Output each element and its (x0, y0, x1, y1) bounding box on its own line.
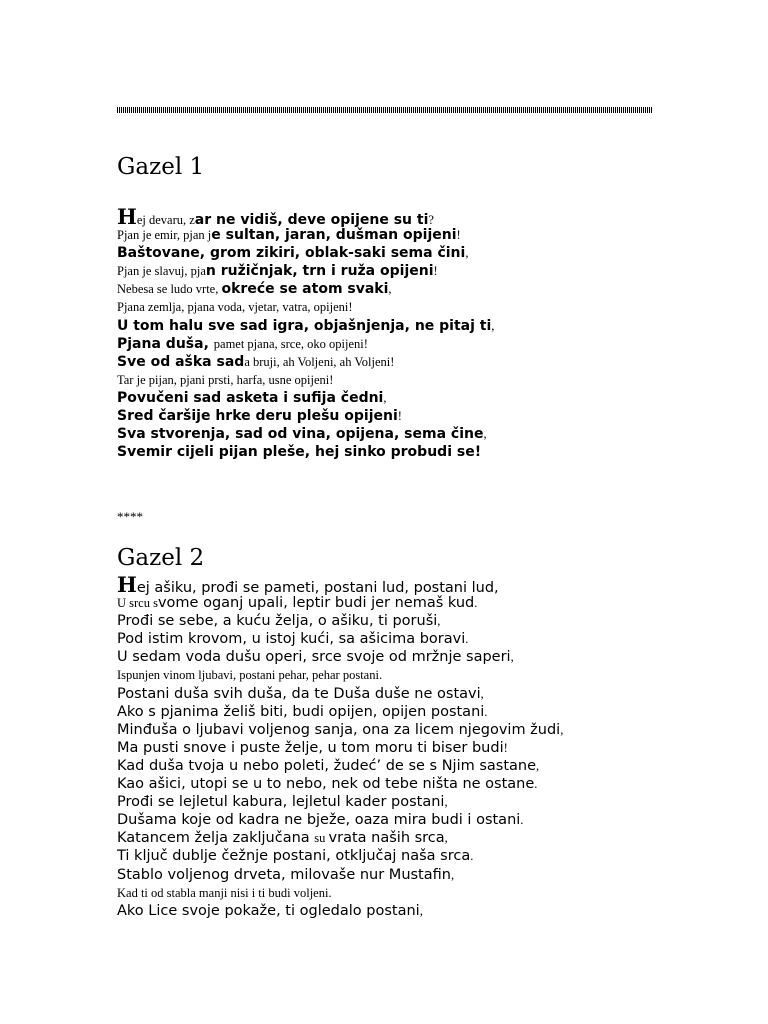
poem-line (117, 262, 494, 280)
line-segment: . (465, 632, 469, 647)
poem-line (117, 280, 494, 298)
line-segment: . (474, 596, 478, 611)
line-segment: , (510, 650, 514, 665)
poem-line (117, 612, 563, 630)
poem-line (117, 775, 563, 793)
line-segment: Baštovane, grom zikiri, oblak-saki sema čini (117, 245, 466, 262)
line-segment: Minđuša o ljubavi voljenog sanja, ona za licem njegovim žudi (117, 721, 561, 738)
line-segment: , (450, 867, 455, 882)
line-segment: Pjan je emir, pjan j (117, 228, 212, 243)
line-segment: Pjana duša, (117, 335, 214, 352)
line-segment: . (534, 777, 538, 792)
line-segment: Kad ti od stabla manji nisi i ti budi voljeni. (117, 885, 332, 900)
line-segment: Prođi se lejletul kabura, lejletul kader postani (117, 794, 445, 811)
line-segment: Pjana zemlja, pjana voda, vjetar, vatra, opijeni! (117, 300, 353, 315)
poem-line (117, 811, 563, 829)
line-segment: Nebesa se ludo vrte, (117, 282, 222, 297)
gazel-2-poem (117, 572, 564, 920)
line-segment: Povučeni sad asketa i sufija čedni (117, 389, 384, 406)
line-segment: Postani duša svih duša, da te Duša duše ne ostavi (117, 685, 481, 702)
line-segment: Kao ašici, utopi se u to nebo, nek od tebe ništa ne ostane (117, 776, 535, 793)
line-segment: . (520, 813, 524, 828)
line-segment: okreće se atom svaki (221, 281, 389, 298)
drop-cap: H (117, 572, 137, 597)
line-segment: U srcu s (117, 596, 158, 611)
line-segment: vome oganj upali, leptir budi jer nemaš kud (157, 595, 475, 612)
poem-line (117, 572, 563, 597)
poem-line (117, 721, 563, 739)
poem-line (117, 389, 494, 407)
line-segment: Ti ključ dublje čežnje postani, otključaj naša srca (117, 848, 471, 865)
poem-line (117, 317, 494, 335)
line-segment: , (536, 758, 540, 773)
line-segment: Tar je pijan, pjani prsti, harfa, usne opijeni! (117, 372, 334, 387)
line-segment: , (560, 722, 564, 737)
poem-line (117, 443, 494, 461)
line-segment: U tom halu sve sad igra, objašnjenja, ne pitaj ti (117, 317, 492, 334)
drop-cap: H (117, 204, 137, 229)
poem-line (117, 353, 494, 371)
line-segment: Ako Lice svoje pokaže, ti ogledalo postani (117, 902, 420, 919)
poem-line (117, 204, 494, 229)
poem-line (117, 648, 563, 666)
line-segment: e sultan, jaran, dušman opijeni (211, 227, 457, 244)
line-segment: vrata naših srca (328, 830, 445, 847)
line-segment: , (483, 427, 487, 442)
line-segment: Dušama koje od kadra ne bježe, oaza mira budi i ostani (117, 812, 521, 829)
poem-line (117, 884, 563, 902)
line-segment: , (444, 831, 448, 846)
line-segment: Sred čaršije hrke deru plešu opijeni (117, 408, 398, 425)
line-segment: . (470, 849, 474, 864)
line-segment: Sva stvorenja, sad od vina, opijena, sema čine (117, 426, 484, 443)
line-segment: ej devaru, z (136, 213, 195, 227)
line-segment: Katancem želja zaključana (117, 830, 315, 847)
poem-line (117, 407, 494, 425)
poem-line (117, 685, 563, 703)
line-segment: ej ašiku, prođi se pameti, postani lud, postani lud, (136, 580, 499, 596)
line-segment: ar ne vidiš, deve opijene su ti (194, 212, 429, 228)
poem-line (117, 371, 494, 389)
line-segment: , (480, 686, 484, 701)
line-segment: ! (456, 228, 461, 243)
section-separator: **** (117, 509, 143, 524)
poem-line (117, 739, 563, 757)
poem-line (117, 793, 563, 811)
line-segment: Ispunjen vinom ljubavi, postani pehar, pehar postani. (117, 668, 383, 683)
line-segment: Kad duša tvoja u nebo poleti, žudeć’ de se s Njim sastane (117, 757, 537, 774)
line-segment: ! (397, 409, 402, 424)
line-segment: Ma pusti snove i puste želje, u tom moru ti biser budi (117, 739, 504, 756)
line-segment: su (314, 831, 329, 846)
poem-line (117, 425, 494, 443)
line-segment: , (465, 246, 469, 261)
poem-line (117, 829, 563, 847)
line-segment: , (419, 903, 423, 918)
line-segment: , (491, 318, 495, 333)
line-segment: n ružičnjak, trn i ruža opijeni (205, 263, 434, 280)
line-segment: ? (428, 213, 434, 227)
line-segment: , (444, 795, 448, 810)
poem-line (117, 866, 563, 884)
line-segment: Pjan je slavuj, pja (117, 264, 206, 279)
dotted-rule (117, 107, 652, 113)
poem-line (117, 757, 563, 775)
line-segment: ! (503, 740, 508, 755)
poem-line (117, 666, 563, 684)
poem-line (117, 335, 494, 353)
poem-line (117, 594, 563, 612)
line-segment: U sedam voda dušu operi, srce svoje od mržnje saperi (117, 649, 511, 666)
poem-line (117, 226, 494, 244)
gazel-2-title: Gazel 2 (117, 545, 205, 571)
line-segment: Ako s pjanima želiš biti, budi opijen, opijen postani (117, 703, 485, 720)
line-segment: , (437, 614, 441, 629)
gazel-1-poem (117, 204, 495, 461)
gazel-1-title: Gazel 1 (117, 154, 205, 180)
poem-line (117, 298, 494, 316)
line-segment: Pod istim krovom, u istoj kući, sa ašicima boravi (117, 631, 466, 648)
poem-line (117, 244, 494, 262)
poem-line (117, 703, 563, 721)
line-segment: . (484, 704, 488, 719)
poem-line (117, 847, 563, 865)
line-segment: ! (433, 264, 438, 279)
line-segment: a bruji, ah Voljeni, ah Voljeni! (244, 354, 395, 369)
line-segment: Svemir cijeli pijan pleše, hej sinko probudi se! (117, 444, 482, 461)
poem-line (117, 902, 563, 920)
line-segment: Stablo voljenog drveta, milovaše nur Mustafin (117, 866, 451, 883)
line-segment: Sve od aška sad (117, 353, 245, 370)
line-segment: , (383, 390, 387, 405)
line-segment: , (388, 282, 392, 297)
poem-line (117, 630, 563, 648)
line-segment: pamet pjana, srce, oko opijeni! (213, 336, 368, 351)
line-segment: Prođi se sebe, a kuću želja, o ašiku, ti poruši (117, 613, 438, 630)
